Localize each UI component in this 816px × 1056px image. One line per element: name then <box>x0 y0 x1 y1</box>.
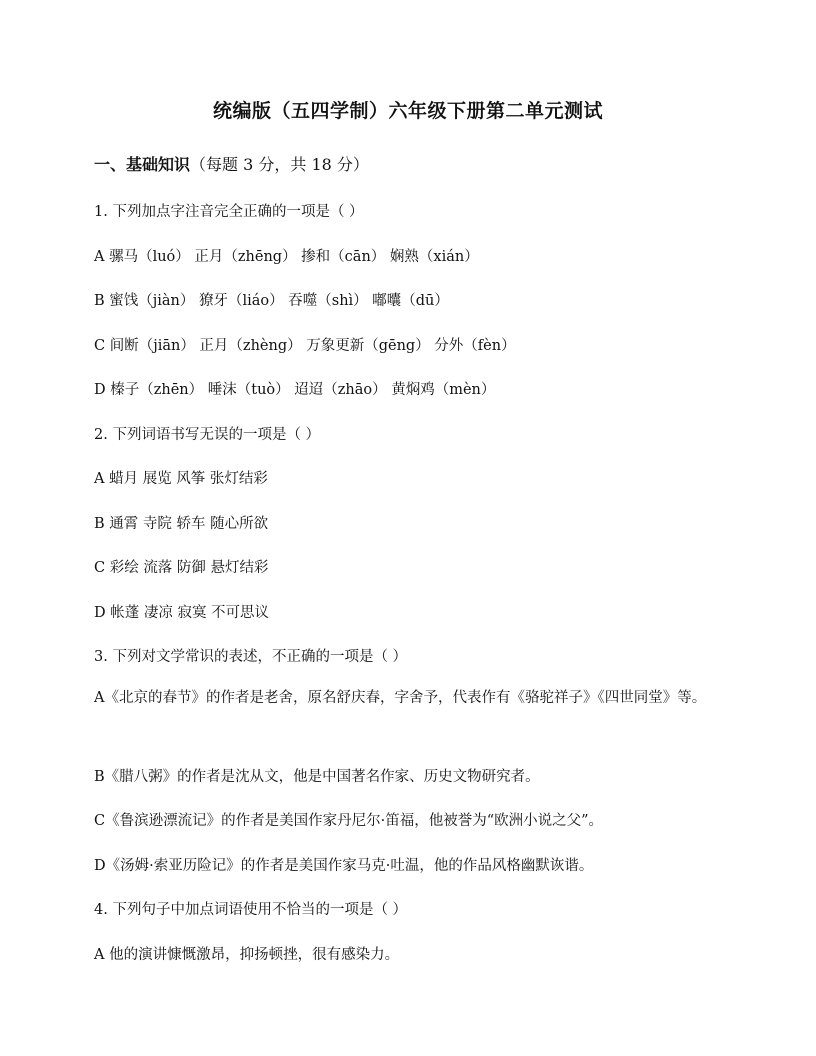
question-1-option-b: B 蜜饯（jiàn） 獠牙（liáo） 吞噬（shì） 嘟囔（dū） <box>94 293 449 309</box>
question-2-stem: 2. 下列词语书写无误的一项是（ ） <box>94 427 321 443</box>
question-4-option-a: A 他的演讲慷慨激昂，抑扬顿挫，很有感染力。 <box>94 947 400 963</box>
question-2-option-d: D 帐蓬 凄凉 寂寞 不可思议 <box>94 605 270 621</box>
question-1-option-d: D 榛子（zhēn） 唾沫（tuò） 迢迢（zhāo） 黄焖鸡（mèn） <box>94 382 496 398</box>
question-3-option-c: C《鲁滨逊漂流记》的作者是美国作家丹尼尔·笛福，他被誉为“欧洲小说之父”。 <box>94 813 604 829</box>
question-3-option-b: B《腊八粥》的作者是沈从文，他是中国著名作家、历史文物研究者。 <box>94 769 540 785</box>
question-3-stem: 3. 下列对文学常识的表述，不正确的一项是（ ） <box>94 649 408 665</box>
question-3-option-d: D《汤姆·索亚历险记》的作者是美国作家马克·吐温，他的作品风格幽默诙谐。 <box>94 858 594 874</box>
question-4-stem: 4. 下列句子中加点词语使用不恰当的一项是（ ） <box>94 902 408 918</box>
section-header <box>94 152 369 175</box>
question-2-option-b: B 通霄 寺院 轿车 随心所欲 <box>94 516 269 532</box>
document-title: 统编版（五四学制）六年级下册第二单元测试 <box>212 100 603 122</box>
question-1-option-a: A 骡马（luó） 正月（zhēng） 掺和（cān） 娴熟（xián） <box>94 249 479 265</box>
question-2-option-c: C 彩绘 流落 防御 悬灯结彩 <box>94 560 269 576</box>
question-2-option-a: A 蜡月 展览 风筝 张灯结彩 <box>94 471 268 487</box>
question-1-option-c: C 间断（jiān） 正月（zhèng） 万象更新（gēng） 分外（fèn） <box>94 338 516 354</box>
question-3-option-a: A《北京的春节》的作者是老舍，原名舒庆春，字舍予，代表作有《骆驼祥子》《四世同堂》等。 <box>94 690 707 706</box>
section-score-note: （每题 3 分，共 18 分） <box>190 155 369 174</box>
section-heading: 一、基础知识 <box>94 155 191 174</box>
question-1-stem: 1. 下列加点字注音完全正确的一项是（ ） <box>94 204 364 220</box>
